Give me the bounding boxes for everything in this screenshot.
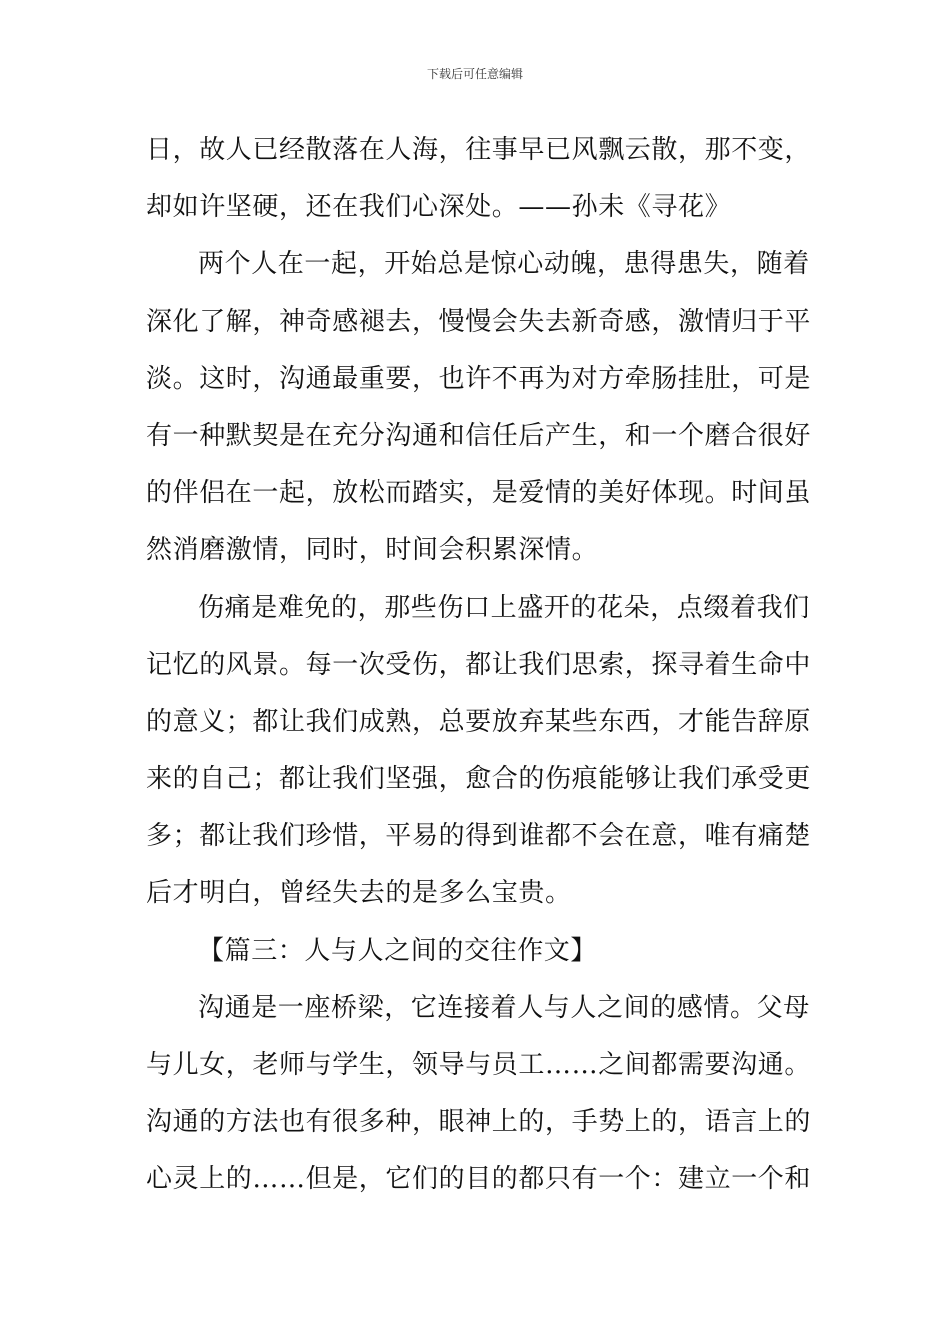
text-line: 然消磨激情，同时，时间会积累深情。 <box>146 535 599 566</box>
text-line: 沟通的方法也有很多种，眼神上的，手势上的，语言上的 <box>146 1107 812 1138</box>
page-header: 下载后可任意编辑 <box>426 67 523 81</box>
text-line: 却如许坚硬，还在我们心深处。——孙未《寻花》 <box>146 192 732 223</box>
text-line: 心灵上的……但是，它们的目的都只有一个：建立一个和 <box>146 1164 812 1195</box>
text-line: 后才明白，曾经失去的是多么宝贵。 <box>146 878 572 909</box>
text-line: 伤痛是难免的，那些伤口上盛开的花朵，点缀着我们 <box>198 592 810 623</box>
text-line: 【篇三：人与人之间的交往作文】 <box>198 935 598 966</box>
text-line: 日，故人已经散落在人海，往事早已风飘云散，那不变， <box>146 135 812 165</box>
text-line: 深化了解，神奇感褪去，慢慢会失去新奇感，激情归于平 <box>146 306 812 337</box>
text-line: 淡。这时，沟通最重要，也许不再为对方牵肠挂肚，可是 <box>146 363 812 394</box>
text-line: 两个人在一起，开始总是惊心动魄，患得患失，随着 <box>198 249 810 280</box>
text-line: 多；都让我们珍惜，平易的得到谁都不会在意，唯有痛楚 <box>146 821 812 852</box>
text-line: 的意义；都让我们成熟，总要放弃某些东西，才能告辞原 <box>146 706 812 737</box>
body-text <box>146 122 810 1209</box>
text-line: 记忆的风景。每一次受伤，都让我们思索，探寻着生命中 <box>146 649 812 680</box>
text-line: 沟通是一座桥梁，它连接着人与人之间的感情。父母 <box>198 992 810 1023</box>
text-line: 与儿女，老师与学生，领导与员工……之间都需要沟通。 <box>146 1050 812 1080</box>
text-line: 来的自己；都让我们坚强，愈合的伤痕能够让我们承受更 <box>146 764 812 795</box>
text-line: 有一种默契是在充分沟通和信任后产生，和一个磨合很好 <box>146 420 812 451</box>
text-line: 的伴侣在一起，放松而踏实，是爱情的美好体现。时间虽 <box>146 478 812 509</box>
